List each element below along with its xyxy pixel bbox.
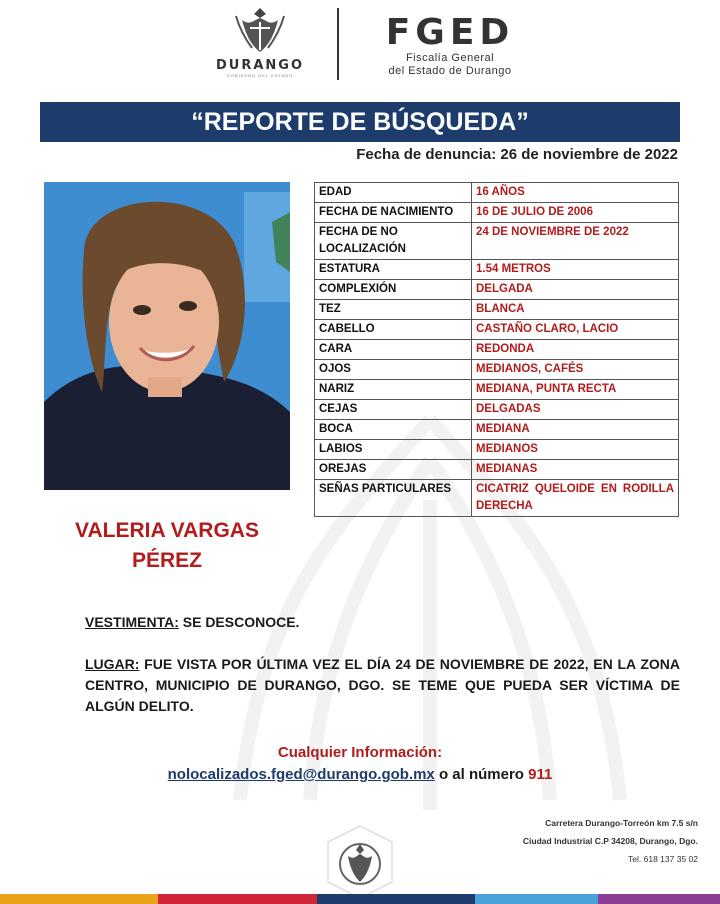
table-row — [315, 380, 679, 400]
stripe-segment — [317, 894, 475, 904]
title-banner: “REPORTE DE BÚSQUEDA” — [40, 102, 680, 142]
clothing-section — [85, 614, 299, 630]
table-row — [315, 480, 679, 517]
color-stripe — [0, 894, 720, 904]
table-row — [315, 340, 679, 360]
missing-person-photo — [44, 182, 290, 490]
detail-value: MEDIANAS — [472, 460, 679, 480]
table-row — [315, 203, 679, 223]
detail-value: 24 DE NOVIEMBRE DE 2022 — [472, 223, 679, 260]
stripe-segment — [475, 894, 597, 904]
detail-label: BOCA — [315, 420, 472, 440]
detail-value: REDONDA — [472, 340, 679, 360]
table-row — [315, 320, 679, 340]
durango-logo — [190, 6, 330, 86]
detail-value: MEDIANOS, CAFÉS — [472, 360, 679, 380]
detail-label: OREJAS — [315, 460, 472, 480]
person-name — [44, 516, 290, 576]
table-row — [315, 400, 679, 420]
detail-label: ESTATURA — [315, 260, 472, 280]
contact-heading: Cualquier Información: — [277, 744, 443, 761]
durango-logo-subtext: GOBIERNO DEL ESTADO — [226, 73, 294, 78]
detail-value: CICATRIZ QUELOIDE EN RODILLA DERECHA — [472, 480, 679, 517]
contact-section — [0, 742, 720, 786]
detail-label: LABIOS — [315, 440, 472, 460]
detail-value: MEDIANA, PUNTA RECTA — [472, 380, 679, 400]
stripe-segment — [598, 894, 720, 904]
state-seal-icon — [322, 824, 398, 900]
header-divider — [337, 8, 339, 80]
table-row — [315, 223, 679, 260]
table-row — [315, 300, 679, 320]
report-date: Fecha de denuncia: 26 de noviembre de 2022 — [356, 146, 678, 163]
detail-value: BLANCA — [472, 300, 679, 320]
contact-connector: o al número — [434, 766, 529, 783]
durango-crest-icon — [232, 6, 288, 56]
table-row — [315, 440, 679, 460]
detail-label: SEÑAS PARTICULARES — [315, 480, 472, 517]
detail-label: OJOS — [315, 360, 472, 380]
detail-value: DELGADA — [472, 280, 679, 300]
fged-name-line1: Fiscalía General — [405, 52, 495, 64]
detail-label: CEJAS — [315, 400, 472, 420]
fged-logo — [360, 14, 540, 78]
detail-label: TEZ — [315, 300, 472, 320]
detail-value: MEDIANOS — [472, 440, 679, 460]
detail-value: 16 AÑOS — [472, 183, 679, 203]
fged-acronym: FGED — [385, 12, 515, 53]
contact-email-link[interactable]: nolocalizados.fged@durango.gob.mx — [167, 766, 435, 783]
person-name-line2: PÉREZ — [131, 549, 202, 572]
contact-phone: 911 — [528, 766, 553, 783]
table-row — [315, 360, 679, 380]
stripe-segment — [0, 894, 158, 904]
clothing-text: SE DESCONOCE. — [178, 614, 300, 630]
clothing-label: VESTIMENTA: — [85, 614, 179, 630]
detail-label: NARIZ — [315, 380, 472, 400]
table-row — [315, 460, 679, 480]
detail-label: CABELLO — [315, 320, 472, 340]
detail-label: FECHA DE NACIMIENTO — [315, 203, 472, 223]
location-section — [85, 654, 680, 717]
fged-name-line2: del Estado de Durango — [388, 65, 512, 77]
address-block — [523, 814, 698, 868]
detail-label: COMPLEXIÓN — [315, 280, 472, 300]
table-row — [315, 260, 679, 280]
detail-label: CARA — [315, 340, 472, 360]
stripe-segment — [158, 894, 316, 904]
detail-value: 1.54 METROS — [472, 260, 679, 280]
table-row — [315, 183, 679, 203]
address-line1: Carretera Durango-Torreón km 7.5 s/n — [545, 818, 698, 828]
address-line2: Ciudad Industrial C.P 34208, Durango, Dgo. — [522, 836, 698, 846]
detail-value: CASTAÑO CLARO, LACIO — [472, 320, 679, 340]
portrait-illustration — [44, 182, 290, 490]
table-row — [315, 280, 679, 300]
detail-label: EDAD — [315, 183, 472, 203]
detail-value: DELGADAS — [472, 400, 679, 420]
durango-logo-text: DURANGO — [215, 58, 305, 73]
detail-label: FECHA DE NO LOCALIZACIÓN — [315, 223, 472, 260]
location-text: FUE VISTA POR ÚLTIMA VEZ EL DÍA 24 DE NOVIEMBRE DE 2022, EN LA ZONA CENTRO, MUNICIPIO DE DURANGO, DGO. SE TEME QUE PUEDA SER VÍCTIMA DE ALGÚN DELITO. — [85, 656, 680, 714]
table-row — [315, 420, 679, 440]
person-name-line1: VALERIA VARGAS — [75, 519, 259, 542]
header — [0, 0, 720, 90]
address-phone: Tel. 618 137 35 02 — [628, 854, 698, 864]
detail-value: MEDIANA — [472, 420, 679, 440]
details-table — [314, 182, 679, 517]
detail-value: 16 DE JULIO DE 2006 — [472, 203, 679, 223]
location-label: LUGAR: — [85, 656, 140, 672]
